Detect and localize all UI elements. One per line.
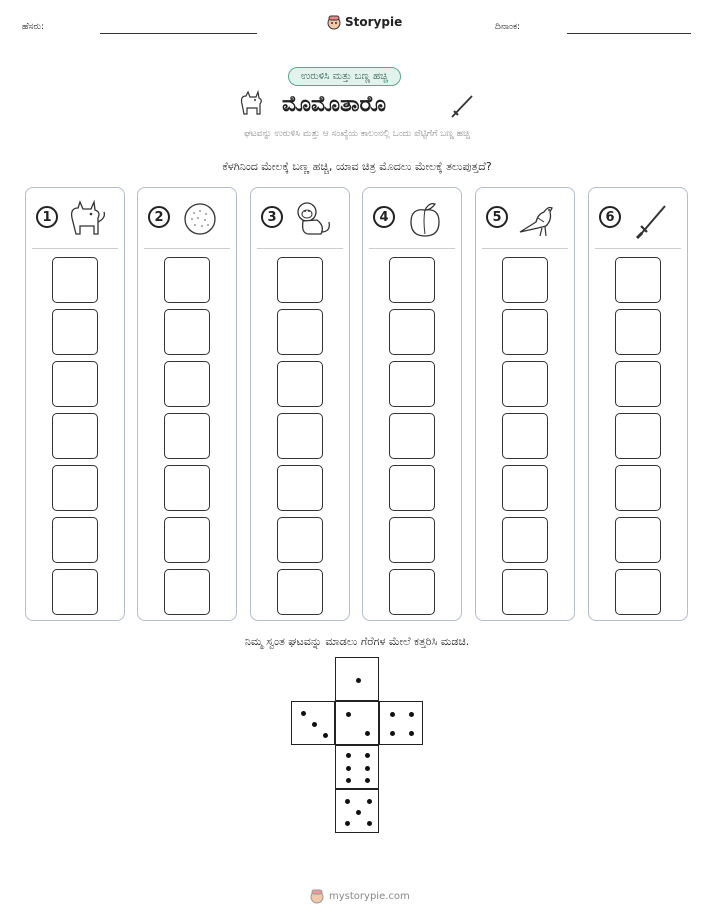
dice-pip <box>390 712 395 717</box>
name-line[interactable] <box>100 33 257 34</box>
column-number: 6 <box>599 206 621 228</box>
dice-pip <box>365 731 370 736</box>
dice-face <box>335 701 379 745</box>
dog-icon <box>66 198 110 240</box>
color-box[interactable] <box>389 309 435 355</box>
dice-pip <box>356 810 361 815</box>
color-box[interactable] <box>389 465 435 511</box>
dice-pip <box>356 678 361 683</box>
pheasant-icon <box>516 198 560 240</box>
column-number: 5 <box>486 206 508 228</box>
color-box[interactable] <box>164 309 210 355</box>
dice-face <box>379 701 423 745</box>
column-5 <box>475 187 575 621</box>
color-box[interactable] <box>164 257 210 303</box>
column-divider <box>595 248 681 249</box>
dice-face <box>291 701 335 745</box>
column-6 <box>588 187 688 621</box>
dice-face <box>335 745 379 789</box>
footer <box>310 888 410 904</box>
color-box[interactable] <box>277 361 323 407</box>
color-box[interactable] <box>277 257 323 303</box>
storypie-mascot-icon <box>310 888 324 904</box>
color-box[interactable] <box>389 257 435 303</box>
dice-pip <box>365 766 370 771</box>
color-box[interactable] <box>52 517 98 563</box>
color-box[interactable] <box>502 257 548 303</box>
column-divider <box>482 248 568 249</box>
color-box[interactable] <box>52 361 98 407</box>
color-box[interactable] <box>52 257 98 303</box>
dice-pip <box>312 722 317 727</box>
color-box[interactable] <box>615 413 661 459</box>
column-number: 4 <box>373 206 395 228</box>
color-box[interactable] <box>164 517 210 563</box>
date-label: ದಿನಾಂಕ: <box>495 22 521 32</box>
color-box[interactable] <box>502 309 548 355</box>
dice-pip <box>346 766 351 771</box>
page-subtitle: ಘಟವನ್ನು ಉರುಳಿಸಿ ಮತ್ತು ಆ ಸಂಖ್ಯೆಯ ಕಾಲಂನಲ್ಲಿ ಒಂದು ಪೆಟ್ಟಿಗೆಗೆ ಬಣ್ಣ ಹಚ್ಚಿ <box>244 129 470 139</box>
color-box[interactable] <box>502 569 548 615</box>
question-text: ಕೆಳಗಿನಿಂದ ಮೇಲಕ್ಕೆ ಬಣ್ಣ ಹಚ್ಚಿ, ಯಾವ ಚಿತ್ರ ಮೊದಲು ಮೇಲಕ್ಕೆ ತಲುಪುತ್ತದೆ? <box>222 160 492 173</box>
title-dog-icon <box>236 90 268 122</box>
column-divider <box>369 248 455 249</box>
name-label: ಹೆಸರು: <box>22 22 45 32</box>
color-box[interactable] <box>52 309 98 355</box>
color-box[interactable] <box>389 569 435 615</box>
peach-icon <box>403 198 447 240</box>
column-divider <box>144 248 230 249</box>
brand-name: Storypie <box>345 15 403 29</box>
color-box[interactable] <box>389 517 435 563</box>
dice-pip <box>323 733 328 738</box>
color-box[interactable] <box>164 569 210 615</box>
color-box[interactable] <box>502 465 548 511</box>
color-box[interactable] <box>52 465 98 511</box>
title-sword-icon <box>448 92 476 124</box>
column-number: 1 <box>36 206 58 228</box>
color-box[interactable] <box>615 309 661 355</box>
dice-pip <box>345 799 350 804</box>
page-title: ಮೊಮೊತಾರೊ <box>282 92 387 117</box>
column-1 <box>25 187 125 621</box>
dice-pip <box>409 731 414 736</box>
dice-pip <box>390 731 395 736</box>
dice-pip <box>365 753 370 758</box>
color-box[interactable] <box>164 361 210 407</box>
dice-pip <box>346 753 351 758</box>
column-divider <box>32 248 118 249</box>
monkey-icon <box>291 198 335 240</box>
color-box[interactable] <box>615 257 661 303</box>
dice-pip <box>367 821 372 826</box>
dice-pip <box>346 778 351 783</box>
column-3 <box>250 187 350 621</box>
color-box[interactable] <box>52 569 98 615</box>
date-line[interactable] <box>567 33 691 34</box>
color-box[interactable] <box>615 465 661 511</box>
column-number: 3 <box>261 206 283 228</box>
color-box[interactable] <box>277 465 323 511</box>
color-box[interactable] <box>164 413 210 459</box>
color-box[interactable] <box>615 569 661 615</box>
color-box[interactable] <box>277 517 323 563</box>
column-number: 2 <box>148 206 170 228</box>
activity-pill: ಉರುಳಿಸಿ ಮತ್ತು ಬಣ್ಣ ಹಚ್ಚಿ <box>288 67 401 86</box>
color-box[interactable] <box>615 517 661 563</box>
column-2 <box>137 187 237 621</box>
color-box[interactable] <box>52 413 98 459</box>
dice-instruction: ನಿಮ್ಮ ಸ್ವಂತ ಘಟವನ್ನು ಮಾಡಲು ಗೆರೆಗಳ ಮೇಲೆ ಕತ್ತರಿಸಿ ಮಡಚಿ. <box>244 635 470 648</box>
color-box[interactable] <box>277 413 323 459</box>
storypie-mascot-icon <box>327 14 341 30</box>
color-box[interactable] <box>164 465 210 511</box>
dice-pip <box>409 712 414 717</box>
dice-pip <box>365 778 370 783</box>
column-divider <box>257 248 343 249</box>
dice-pip <box>346 712 351 717</box>
dice-pip <box>345 821 350 826</box>
dice-face <box>335 789 379 833</box>
dice-pip <box>367 799 372 804</box>
color-box[interactable] <box>277 309 323 355</box>
color-box[interactable] <box>277 569 323 615</box>
color-box[interactable] <box>502 413 548 459</box>
color-box[interactable] <box>389 413 435 459</box>
brand-logo <box>327 14 402 30</box>
color-box[interactable] <box>502 517 548 563</box>
sword-icon <box>629 198 673 240</box>
color-box[interactable] <box>389 361 435 407</box>
column-4 <box>362 187 462 621</box>
dice-face <box>335 657 379 701</box>
color-box[interactable] <box>615 361 661 407</box>
color-box[interactable] <box>502 361 548 407</box>
footer-url: mystorypie.com <box>329 890 410 902</box>
dice-pip <box>301 711 306 716</box>
dumpling-icon <box>178 198 222 240</box>
